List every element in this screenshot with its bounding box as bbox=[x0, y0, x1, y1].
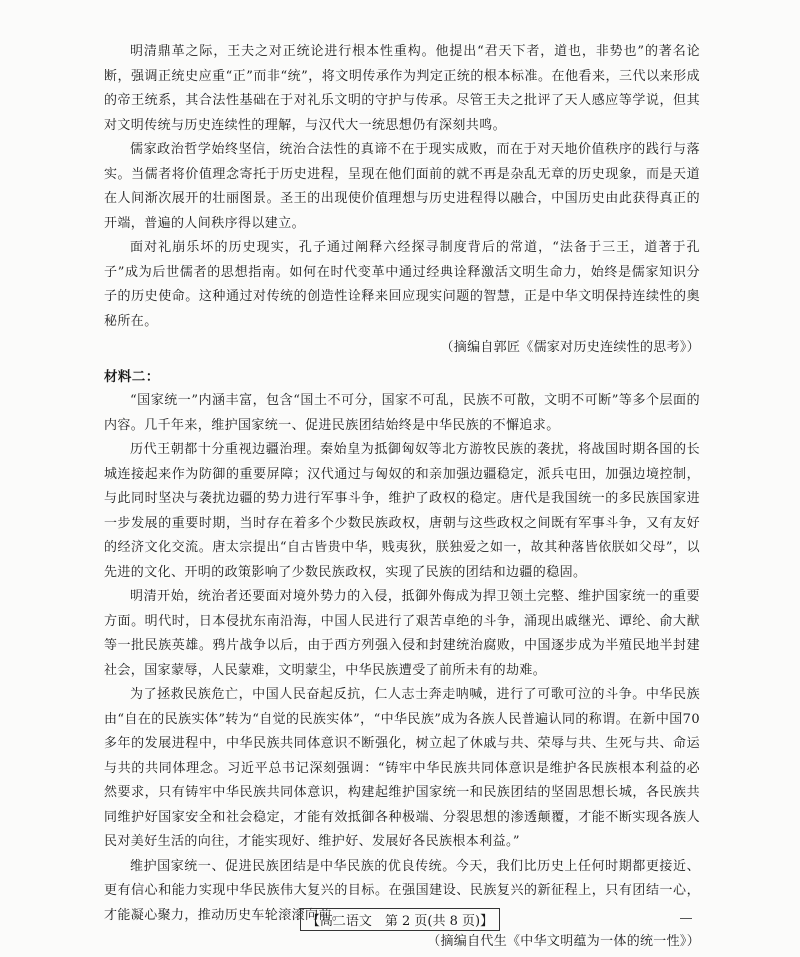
paragraph: 明清鼎革之际，王夫之对正统论进行根本性重构。他提出“君天下者，道也，非势也”的著名论断，强调正统史应重“正”而非“统”，将文明传承作为判定正统的根本标准。在他看来，三代以来形成的帝王统系，其合法性基础在于对礼乐文明的守护与传承。尽管王夫之批评了天人感应等学说，但其对文明传统与历史连续性的理解，与汉代大一统思想仍有深刻共鸣。 bbox=[104, 44, 700, 133]
paragraph: 为了拯救民族危亡，中国人民奋起反抗，仁人志士奔走呐喊，进行了可歌可泣的斗争。中华民族由“自在的民族实体”转为“自觉的民族实体”，“中华民族”成为各族人民普遍认同的称谓。在新中国70多年的发展进程中，中华民族共同体意识不断强化，树立起了休戚与共、荣辱与共、生死与共、命运与共的共同体理念。习近平总书记深刻强调：“铸牢中华民族共同体意识是维护各民族根本利益的必然要求，只有铸牢中华民族共同体意识，构建起维护国家统一和民族团结的坚固思想长城，各民族共同维护好国家安全和社会稳定，才能有效抵御各种极端、分裂思想的渗透颠覆，才能不断实现各族人民对美好生活的向往，才能实现好、维护好、发展好各民族根本利益。” bbox=[104, 687, 700, 849]
paragraph: 明清开始，统治者还要面对境外势力的入侵，抵御外侮成为捍卫领土完整、维护国家统一的重要方面。明代时，日本侵扰东南沿海，中国人民进行了艰苦卓绝的斗争，涌现出戚继光、谭纶、俞大猷等一批民族英雄。鸦片战争以后，由于西方列强入侵和封建统治腐败，中国逐步成为半殖民地半封建社会，国家蒙辱，人民蒙难，文明蒙尘，中华民族遭受了前所未有的劫难。 bbox=[104, 589, 700, 678]
page-content bbox=[104, 40, 700, 955]
paragraph: “国家统一”内涵丰富，包含“国土不可分，国家不可乱，民族不可散，文明不可断”等多个层面的内容。几千年来，维护国家统一、促进民族团结始终是中华民族的不懈追求。 bbox=[104, 393, 700, 433]
paragraph: 面对礼崩乐坏的历史现实，孔子通过阐释六经探寻制度背后的常道，“法备于三王，道著于孔子”成为后世儒者的思想指南。如何在时代变革中通过经典诠释激活文明生命力，始终是儒家知识分子的历史使命。这种通过对传统的创造性诠释来回应现实问题的智慧，正是中华文明保持连续性的奥秘所在。 bbox=[104, 240, 700, 329]
source-citation: （摘编自代生《中华文明蕴为一体的统一性》） bbox=[427, 934, 700, 949]
source-citation: （摘编自郭匠《儒家对历史连续性的思考》） bbox=[440, 340, 700, 355]
page-footer bbox=[0, 908, 800, 931]
page-number-label: 【高二语文 第 2 页(共 8 页)】 bbox=[300, 908, 500, 931]
paragraph: 维护国家统一、促进民族团结是中华民族的优良传统。今天，我们比历史上任何时期都更接近、更有信心和能力实现中华民族伟大复兴的目标。在强国建设、民族复兴的新征程上，只有团结一心，才能凝心聚力，推动历史车轮滚滚向前。 bbox=[104, 858, 700, 923]
paragraph: 儒家政治哲学始终坚信，统治合法性的真谛不在于现实成败，而在于对天地价值秩序的践行与落实。当儒者将价值理念寄托于历史进程，呈现在他们面前的就不再是杂乱无章的历史现象，而是天道在人间渐次展开的壮丽图景。圣王的出现使价值理想与历史进程得以融合，中国历史由此获得真正的开端，普遍的人间秩序得以建立。 bbox=[104, 142, 700, 231]
scan-mark bbox=[680, 918, 692, 919]
material-heading: 材料二： bbox=[104, 368, 160, 385]
paragraph: 历代王朝都十分重视边疆治理。秦始皇为抵御匈奴等北方游牧民族的袭扰，将战国时期各国的长城连接起来作为防御的重要屏障；汉代通过与匈奴的和亲加强边疆稳定，派兵屯田，加强边境控制，与此同时坚决与袭扰边疆的势力进行军事斗争，维护了政权的稳定。唐代是我国统一的多民族国家进一步发展的重要时期，当时存在着多个少数民族政权，唐朝与这些政权之间既有军事斗争，又有友好的经济文化交流。唐太宗提出“自古皆贵中华，贱夷狄，朕独爱之如一，故其种落皆依朕如父母”，以先进的文化、开明的政策影响了少数民族政权，实现了民族的团结和边疆的稳固。 bbox=[104, 442, 700, 580]
